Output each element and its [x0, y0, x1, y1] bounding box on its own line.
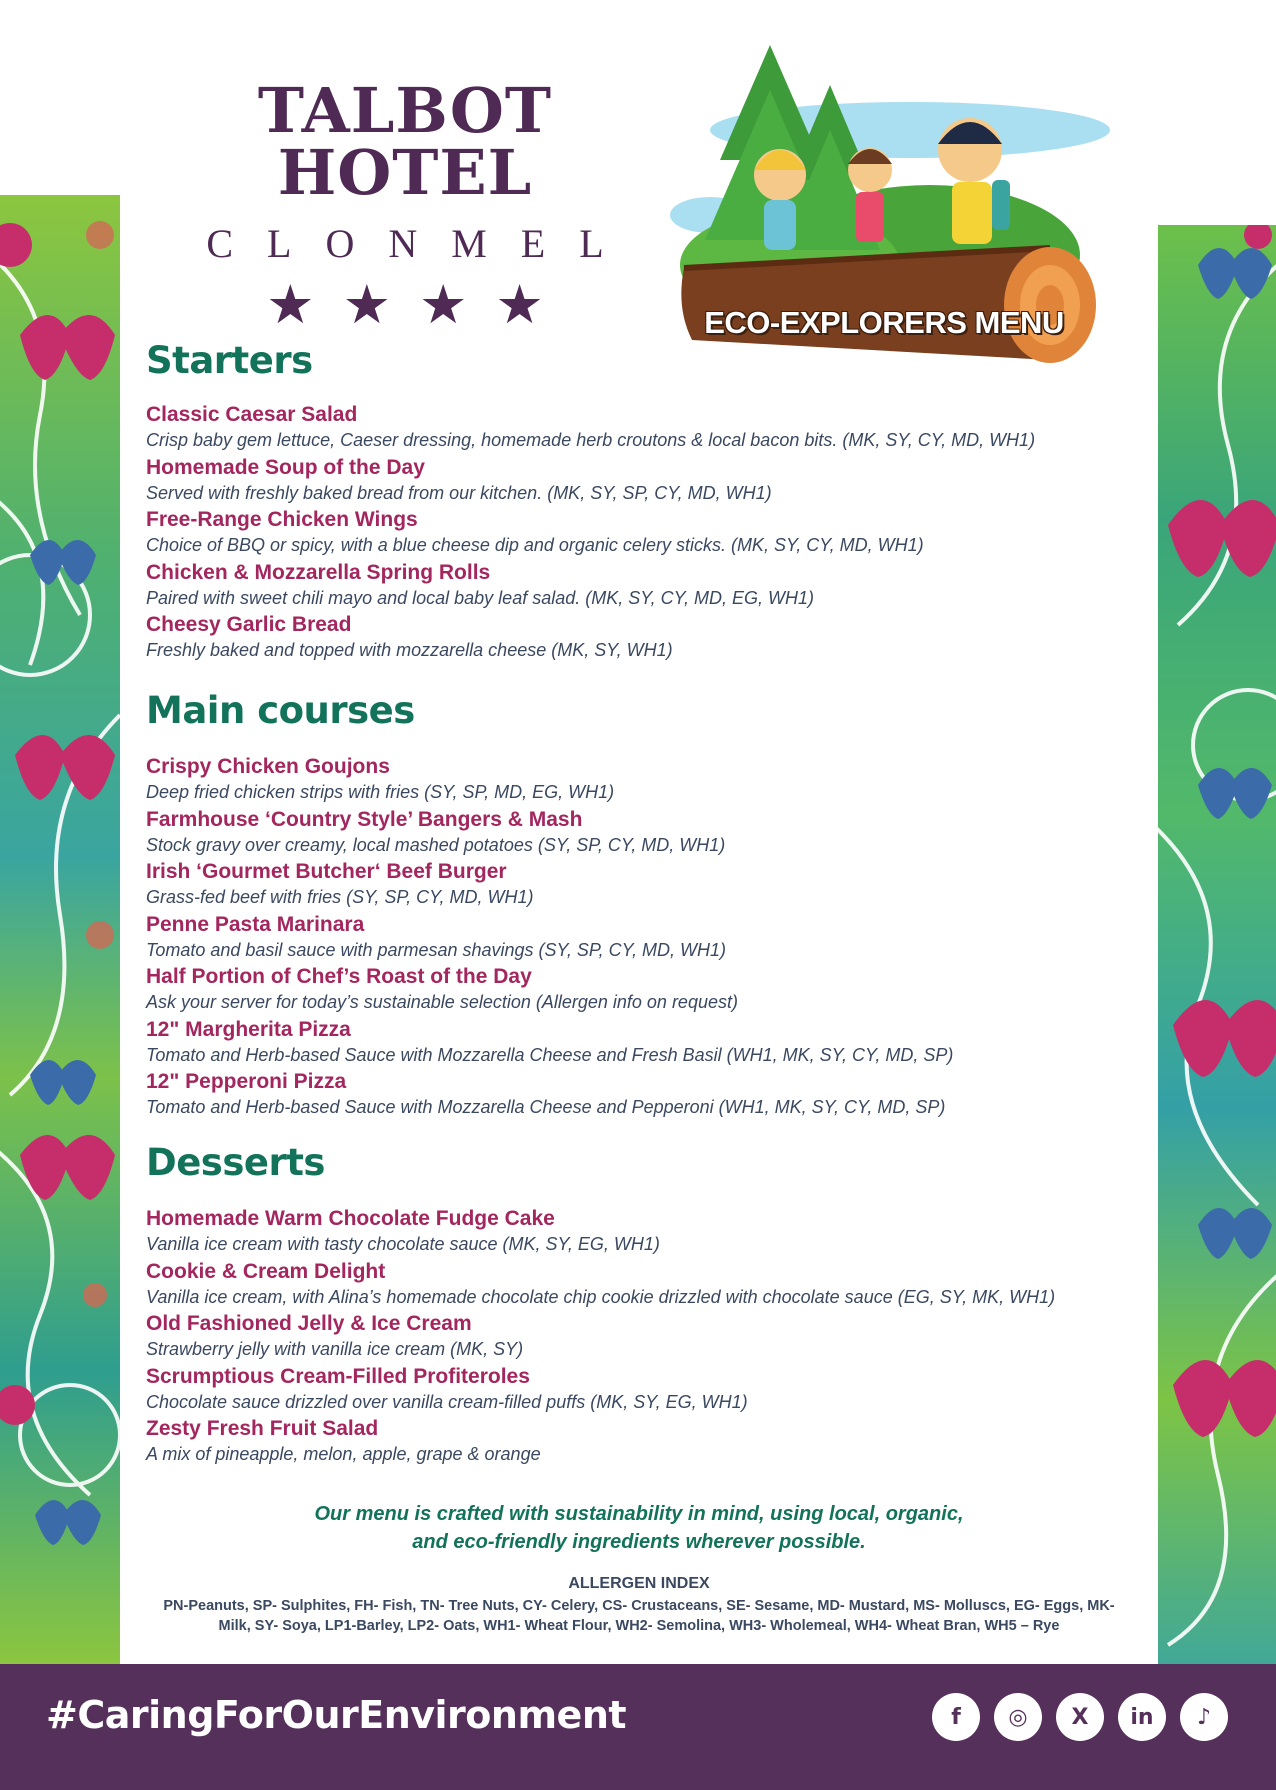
- tagline-line-1: Our menu is crafted with sustainability in mind, using local, organic,: [314, 1503, 964, 1525]
- menu-item-name: Zesty Fresh Fruit Salad: [146, 1417, 379, 1440]
- desserts-list: [146, 1205, 1126, 1468]
- mains-section: [146, 689, 1126, 1121]
- hotel-location: CLONMEL: [206, 221, 638, 266]
- menu-item-description: Stock gravy over creamy, local mashed potatoes (SY, SP, CY, MD, WH1): [146, 834, 726, 855]
- tagline-line-2: and eco-friendly ingredients wherever possible.: [412, 1531, 866, 1553]
- menu-item-name: Cookie & Cream Delight: [146, 1259, 386, 1283]
- butterfly-pattern-left: [0, 195, 120, 1665]
- menu-item-description: Crisp baby gem lettuce, Caeser dressing, homemade herb croutons & local bacon bits. (MK, SY, CY, MD, WH1): [146, 430, 1036, 450]
- menu-item-name: Scrumptious Cream-Filled Profiteroles: [146, 1364, 530, 1388]
- allergen-index-text: [155, 1596, 1123, 1636]
- sustainability-tagline: [120, 1500, 1158, 1556]
- menu-item-name: Old Fashioned Jelly & Ice Cream: [146, 1312, 472, 1335]
- menu-item-name: Classic Caesar Salad: [146, 403, 358, 426]
- instagram-icon[interactable]: ◎: [994, 1693, 1042, 1741]
- menu-item-name: 12" Margherita Pizza: [146, 1017, 351, 1041]
- menu-item-name: Homemade Warm Chocolate Fudge Cake: [146, 1207, 555, 1230]
- menu-item-description: Grass-fed beef with fries (SY, SP, CY, MD, WH1): [146, 887, 534, 907]
- allergen-line-1: PN-Peanuts, SP- Sulphites, FH- Fish, TN- Tree Nuts, CY- Celery, CS- Crustaceans, SE- Sesame, MD- Mustard, MS- Molluscs, EG- Eggs, MK-: [163, 1598, 1115, 1614]
- menu-item-description: Served with freshly baked bread from our kitchen. (MK, SY, SP, CY, MD, WH1): [146, 482, 772, 503]
- menu-item-name: Crispy Chicken Goujons: [146, 755, 390, 778]
- menu-item-description: Deep fried chicken strips with fries (SY, SP, MD, EG, WH1): [146, 782, 615, 802]
- menu-item-name: Chicken & Mozzarella Spring Rolls: [146, 560, 491, 584]
- menu-item-description: Chocolate sauce drizzled over vanilla cream-filled puffs (MK, SY, EG, WH1): [146, 1391, 748, 1412]
- mains-list: [146, 753, 1126, 1121]
- allergen-index-title: ALLERGEN INDEX: [568, 1575, 710, 1592]
- menu-label: ECO-EXPLORERS MENU: [704, 305, 1064, 340]
- menu-item-description: Freshly baked and topped with mozzarella cheese (MK, SY, WH1): [146, 640, 673, 660]
- linkedin-icon[interactable]: in: [1118, 1693, 1166, 1741]
- menu-item-name: Half Portion of Chef’s Roast of the Day: [146, 965, 532, 988]
- menu-item-name: Irish ‘Gourmet Butcher‘ Beef Burger: [146, 860, 507, 883]
- hotel-star-rating: ★★★★: [266, 275, 572, 335]
- menu-item-name: Homemade Soup of the Day: [146, 455, 425, 479]
- footer-hashtag: #CaringForOurEnvironment: [46, 1693, 627, 1737]
- hotel-logo: [145, 74, 665, 335]
- menu-item-name: Farmhouse ‘Country Style’ Bangers & Mash: [146, 807, 583, 831]
- menu-item-description: Tomato and Herb-based Sauce with Mozzarella Cheese and Fresh Basil (WH1, MK, SY, CY, MD, SP): [146, 1044, 954, 1065]
- menu-item-description: Vanilla ice cream with tasty chocolate sauce (MK, SY, EG, WH1): [146, 1234, 660, 1254]
- hotel-name: TALBOT HOTEL: [257, 74, 553, 209]
- menu-item-description: A mix of pineapple, melon, apple, grape & orange: [146, 1444, 541, 1464]
- menu-item-name: Free-Range Chicken Wings: [146, 508, 418, 531]
- menu-item-description: Ask your server for today’s sustainable selection (Allergen info on request): [146, 992, 738, 1012]
- x-icon[interactable]: X: [1056, 1693, 1104, 1741]
- right-decorative-panel: [1158, 225, 1276, 1695]
- menu-item-description: Vanilla ice cream, with Alina’s homemade chocolate chip cookie drizzled with chocolate sauce (EG, SY, MK, WH1): [146, 1286, 1056, 1307]
- left-decorative-panel: [0, 195, 120, 1665]
- menu-item-description: Strawberry jelly with vanilla ice cream (MK, SY): [146, 1339, 524, 1359]
- butterfly-pattern-right: [1158, 225, 1276, 1665]
- section-title-mains: Main courses: [146, 689, 415, 732]
- menu-item-name: 12" Pepperoni Pizza: [146, 1070, 347, 1093]
- menu-item-description: Tomato and basil sauce with parmesan shavings (SY, SP, CY, MD, WH1): [146, 939, 726, 960]
- desserts-section: [146, 1141, 1126, 1468]
- starters-section: [146, 339, 1126, 664]
- menu-item-name: Penne Pasta Marinara: [146, 912, 365, 936]
- allergen-line-2: Milk, SY- Soya, LP1-Barley, LP2- Oats, WH1- Wheat Flour, WH2- Semolina, WH3- Wholemeal, WH4- Wheat Bran, WH5 – Rye: [218, 1618, 1060, 1634]
- facebook-icon[interactable]: f: [932, 1693, 980, 1741]
- section-title-starters: Starters: [146, 339, 313, 382]
- menu-item-name: Cheesy Garlic Bread: [146, 613, 352, 636]
- menu-item-description: Paired with sweet chili mayo and local baby leaf salad. (MK, SY, CY, MD, EG, WH1): [146, 587, 814, 608]
- starters-list: [146, 401, 1126, 664]
- tiktok-icon[interactable]: ♪: [1180, 1693, 1228, 1741]
- menu-item-description: Choice of BBQ or spicy, with a blue cheese dip and organic celery sticks. (MK, SY, CY, MD, WH1): [146, 535, 924, 555]
- section-title-desserts: Desserts: [146, 1141, 325, 1184]
- menu-item-description: Tomato and Herb-based Sauce with Mozzarella Cheese and Pepperoni (WH1, MK, SY, CY, MD, SP): [146, 1097, 946, 1117]
